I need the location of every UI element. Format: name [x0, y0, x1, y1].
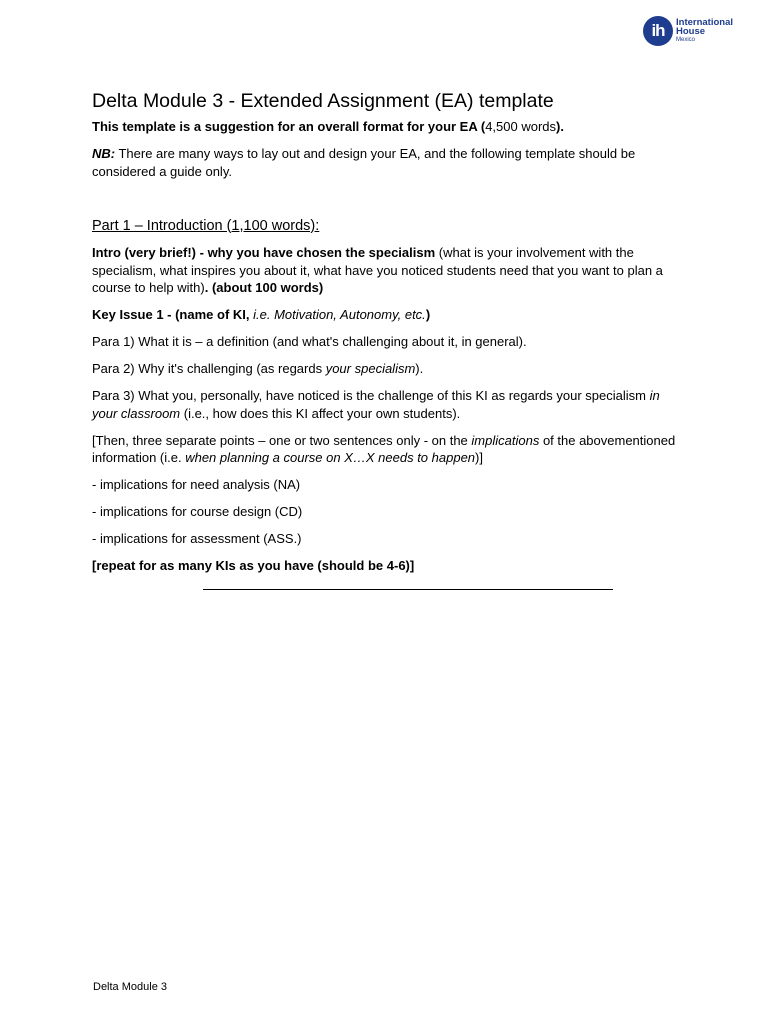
nb-label: NB: — [92, 146, 116, 161]
para-1: Para 1) What it is – a definition (and what's challenging about it, in general). — [92, 334, 527, 349]
template-note-close: ). — [556, 119, 564, 134]
logo-line-1: International — [676, 17, 734, 28]
key-issue-close: ) — [425, 307, 431, 322]
intro-paragraph — [92, 244, 682, 297]
para-2 — [92, 360, 682, 378]
para-2-text: Para 2) Why it's challenging (as regards — [92, 361, 326, 376]
key-issue-heading — [92, 306, 682, 324]
part1-heading: Part 1 – Introduction (1,100 words): — [92, 217, 320, 234]
para-3-end: (i.e., how does this KI affect your own students). — [180, 405, 461, 421]
para-3 — [92, 387, 682, 422]
ih-logo-text — [676, 18, 733, 44]
repeat-note — [92, 557, 682, 575]
intro-bold-end: . (about 100 words) — [204, 280, 324, 295]
ih-logo-mark: ih — [643, 16, 673, 46]
implications-intro-a: [Then, three separate points – one or two sentences only - on the — [92, 432, 472, 448]
implications-intro — [92, 432, 682, 467]
ih-logo — [643, 16, 733, 46]
para-3-text: Para 3) What you, personally, have noticed is the challenge of this KI as regards your specialism — [92, 388, 650, 403]
document-title: Delta Module 3 - Extended Assignment (EA) template — [92, 90, 554, 112]
template-note — [92, 118, 682, 136]
implication-ass: - implications for assessment (ASS.) — [92, 531, 302, 546]
nb-note — [92, 145, 682, 180]
implication-cd: - implications for course design (CD) — [92, 504, 303, 519]
document-body — [92, 88, 682, 584]
page-footer: Delta Module 3 — [93, 981, 167, 993]
intro-text: (what is your involvement with the specialism, what inspires you about it, what have you noticed students need that you want to plan a course to help with) — [92, 245, 663, 295]
para-2-end: ). — [415, 361, 424, 376]
template-note-wordcount: 4,500 words — [485, 119, 557, 134]
implications-intro-c: )] — [475, 450, 483, 465]
repeat-note-bold: [repeat for as many KIs as you have (should be 4-6)] — [92, 558, 415, 573]
para-3-italic: in your classroom — [92, 388, 660, 421]
template-note-bold: This template is a suggestion for an overall format for your EA ( — [92, 119, 486, 134]
section-divider — [203, 589, 613, 590]
implications-intro-b: of the abovementioned information (i.e. — [92, 432, 676, 465]
logo-line-2: House — [676, 26, 706, 37]
para-2-italic: your specialism — [325, 361, 416, 376]
logo-line-3: Mexico — [676, 37, 696, 43]
intro-bold: Intro (very brief!) - why you have chosen the specialism — [92, 245, 436, 260]
key-issue-bold: Key Issue 1 - (name of KI, — [92, 307, 254, 322]
implication-na: - implications for need analysis (NA) — [92, 477, 301, 492]
nb-text: There are many ways to lay out and design your EA, and the following template should be considered a guide only. — [92, 146, 636, 179]
implications-intro-italic2: when planning a course on X…X needs to happen — [185, 450, 476, 465]
implications-intro-italic1: implications — [471, 432, 540, 448]
key-issue-italic: i.e. Motivation, Autonomy, etc. — [253, 307, 426, 322]
